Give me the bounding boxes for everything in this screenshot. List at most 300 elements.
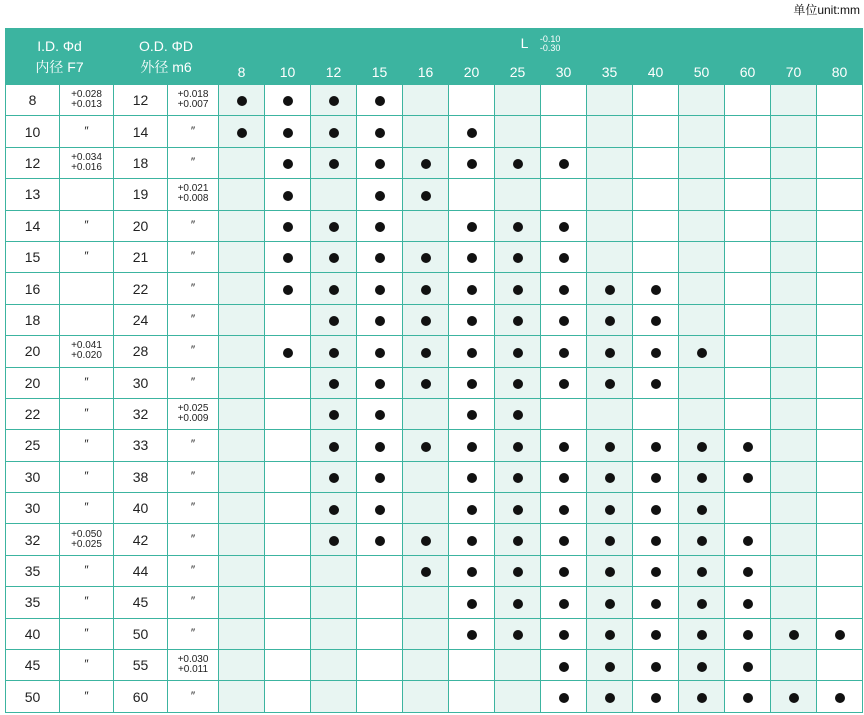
availability-cell bbox=[265, 241, 311, 272]
availability-cell bbox=[633, 304, 679, 335]
available-dot-icon bbox=[283, 128, 293, 138]
availability-cell bbox=[679, 398, 725, 429]
available-dot-icon bbox=[283, 253, 293, 263]
availability-cell bbox=[679, 650, 725, 681]
availability-cell bbox=[403, 430, 449, 461]
availability-cell bbox=[357, 241, 403, 272]
outer-diameter: 32 bbox=[114, 398, 168, 429]
availability-cell bbox=[771, 116, 817, 147]
available-dot-icon bbox=[283, 159, 293, 169]
availability-cell bbox=[403, 493, 449, 524]
availability-cell bbox=[633, 681, 679, 712]
table-row bbox=[6, 273, 863, 304]
availability-cell bbox=[771, 555, 817, 586]
availability-cell bbox=[403, 398, 449, 429]
id-header bbox=[6, 29, 114, 85]
outer-diameter: 18 bbox=[114, 147, 168, 178]
outer-diameter-tolerance bbox=[168, 681, 219, 712]
availability-cell bbox=[633, 555, 679, 586]
available-dot-icon bbox=[467, 567, 477, 577]
availability-cell bbox=[219, 367, 265, 398]
available-dot-icon bbox=[375, 316, 385, 326]
availability-cell bbox=[265, 493, 311, 524]
inner-diameter-tolerance bbox=[60, 398, 114, 429]
length-header-label: L bbox=[520, 34, 528, 51]
available-dot-icon bbox=[697, 348, 707, 358]
inner-diameter-tolerance bbox=[60, 524, 114, 555]
inner-diameter-tolerance-value: +0.020 bbox=[71, 350, 102, 362]
availability-cell bbox=[449, 273, 495, 304]
availability-cell bbox=[771, 587, 817, 618]
availability-cell bbox=[357, 85, 403, 116]
available-dot-icon bbox=[375, 191, 385, 201]
inner-diameter-tolerance-value: ″ bbox=[84, 437, 89, 452]
availability-cell bbox=[265, 210, 311, 241]
availability-cell bbox=[495, 493, 541, 524]
available-dot-icon bbox=[329, 285, 339, 295]
inner-diameter-tolerance-value: ″ bbox=[84, 563, 89, 578]
available-dot-icon bbox=[467, 222, 477, 232]
available-dot-icon bbox=[559, 253, 569, 263]
availability-cell bbox=[679, 367, 725, 398]
availability-cell bbox=[679, 304, 725, 335]
availability-cell bbox=[403, 85, 449, 116]
inner-diameter-tolerance-value: ″ bbox=[84, 594, 89, 609]
availability-cell bbox=[495, 555, 541, 586]
availability-cell bbox=[541, 367, 587, 398]
availability-cell bbox=[449, 179, 495, 210]
outer-diameter-tolerance-value: +0.011 bbox=[177, 664, 209, 676]
availability-cell bbox=[311, 430, 357, 461]
availability-cell bbox=[357, 461, 403, 492]
availability-cell bbox=[357, 179, 403, 210]
id-header-en: I.D. Φd bbox=[37, 37, 82, 54]
table-row bbox=[6, 555, 863, 586]
available-dot-icon bbox=[605, 473, 615, 483]
availability-cell bbox=[633, 241, 679, 272]
availability-cell bbox=[357, 304, 403, 335]
available-dot-icon bbox=[467, 316, 477, 326]
available-dot-icon bbox=[605, 599, 615, 609]
availability-cell bbox=[817, 85, 863, 116]
availability-cell bbox=[633, 367, 679, 398]
availability-cell bbox=[403, 210, 449, 241]
outer-diameter: 40 bbox=[114, 493, 168, 524]
availability-cell bbox=[449, 587, 495, 618]
outer-diameter-tolerance-value: ″ bbox=[190, 468, 196, 483]
availability-cell bbox=[771, 524, 817, 555]
outer-diameter-tolerance bbox=[168, 367, 219, 398]
availability-cell bbox=[495, 398, 541, 429]
inner-diameter-tolerance bbox=[60, 681, 114, 712]
available-dot-icon bbox=[467, 253, 477, 263]
availability-cell bbox=[449, 461, 495, 492]
availability-cell bbox=[817, 555, 863, 586]
availability-cell bbox=[357, 273, 403, 304]
available-dot-icon bbox=[605, 379, 615, 389]
table-row bbox=[6, 179, 863, 210]
available-dot-icon bbox=[513, 253, 523, 263]
availability-cell bbox=[679, 524, 725, 555]
availability-cell bbox=[495, 461, 541, 492]
availability-cell bbox=[495, 618, 541, 649]
table-row bbox=[6, 147, 863, 178]
availability-cell bbox=[725, 147, 771, 178]
availability-cell bbox=[771, 618, 817, 649]
available-dot-icon bbox=[329, 410, 339, 420]
availability-cell bbox=[449, 210, 495, 241]
available-dot-icon bbox=[559, 348, 569, 358]
availability-cell bbox=[725, 179, 771, 210]
availability-cell bbox=[311, 461, 357, 492]
availability-cell bbox=[449, 618, 495, 649]
availability-cell bbox=[679, 241, 725, 272]
availability-cell bbox=[311, 681, 357, 712]
outer-diameter: 60 bbox=[114, 681, 168, 712]
availability-cell bbox=[357, 681, 403, 712]
availability-cell bbox=[587, 210, 633, 241]
inner-diameter: 45 bbox=[6, 650, 60, 681]
available-dot-icon bbox=[375, 253, 385, 263]
availability-cell bbox=[541, 85, 587, 116]
availability-cell bbox=[403, 116, 449, 147]
od-header bbox=[114, 29, 219, 85]
availability-cell bbox=[771, 493, 817, 524]
availability-cell bbox=[495, 116, 541, 147]
inner-diameter: 18 bbox=[6, 304, 60, 335]
available-dot-icon bbox=[559, 285, 569, 295]
availability-cell bbox=[495, 273, 541, 304]
inner-diameter: 13 bbox=[6, 179, 60, 210]
available-dot-icon bbox=[697, 473, 707, 483]
outer-diameter-tolerance bbox=[168, 493, 219, 524]
available-dot-icon bbox=[283, 191, 293, 201]
inner-diameter: 14 bbox=[6, 210, 60, 241]
availability-cell bbox=[725, 273, 771, 304]
table-row bbox=[6, 241, 863, 272]
availability-cell bbox=[495, 524, 541, 555]
availability-cell bbox=[449, 430, 495, 461]
availability-cell bbox=[495, 336, 541, 367]
table-row bbox=[6, 398, 863, 429]
available-dot-icon bbox=[559, 505, 569, 515]
inner-diameter-tolerance bbox=[60, 430, 114, 461]
availability-cell bbox=[771, 430, 817, 461]
length-tol-upper: -0.10 bbox=[539, 34, 561, 45]
inner-diameter: 50 bbox=[6, 681, 60, 712]
availability-cell bbox=[265, 524, 311, 555]
outer-diameter-tolerance bbox=[168, 461, 219, 492]
availability-cell bbox=[265, 116, 311, 147]
availability-cell bbox=[449, 650, 495, 681]
inner-diameter-tolerance bbox=[60, 179, 114, 210]
availability-cell bbox=[679, 555, 725, 586]
available-dot-icon bbox=[329, 128, 339, 138]
availability-cell bbox=[403, 304, 449, 335]
availability-cell bbox=[219, 179, 265, 210]
availability-cell bbox=[817, 210, 863, 241]
table-body bbox=[6, 85, 863, 713]
available-dot-icon bbox=[651, 662, 661, 672]
availability-cell bbox=[311, 398, 357, 429]
available-dot-icon bbox=[651, 348, 661, 358]
length-col-header: 25 bbox=[495, 60, 541, 85]
availability-cell bbox=[679, 273, 725, 304]
outer-diameter-tolerance-value: +0.030 bbox=[177, 654, 209, 666]
availability-cell bbox=[587, 398, 633, 429]
available-dot-icon bbox=[651, 473, 661, 483]
available-dot-icon bbox=[789, 693, 799, 703]
availability-cell bbox=[265, 430, 311, 461]
outer-diameter-tolerance-value: ″ bbox=[190, 311, 196, 326]
availability-cell bbox=[541, 650, 587, 681]
od-header-cn: 外径 m6 bbox=[140, 58, 192, 75]
availability-cell bbox=[403, 555, 449, 586]
availability-cell bbox=[587, 650, 633, 681]
available-dot-icon bbox=[467, 473, 477, 483]
outer-diameter: 24 bbox=[114, 304, 168, 335]
available-dot-icon bbox=[467, 379, 477, 389]
availability-cell bbox=[311, 618, 357, 649]
availability-cell bbox=[449, 241, 495, 272]
availability-cell bbox=[265, 304, 311, 335]
available-dot-icon bbox=[329, 379, 339, 389]
availability-cell bbox=[219, 210, 265, 241]
availability-cell bbox=[633, 618, 679, 649]
availability-cell bbox=[633, 524, 679, 555]
available-dot-icon bbox=[375, 410, 385, 420]
available-dot-icon bbox=[559, 473, 569, 483]
inner-diameter-tolerance-value: +0.041 bbox=[71, 340, 102, 352]
length-col-header: 20 bbox=[449, 60, 495, 85]
availability-cell bbox=[449, 304, 495, 335]
availability-cell bbox=[311, 650, 357, 681]
availability-cell bbox=[265, 681, 311, 712]
outer-diameter-tolerance bbox=[168, 524, 219, 555]
inner-diameter: 35 bbox=[6, 555, 60, 586]
outer-diameter: 14 bbox=[114, 116, 168, 147]
available-dot-icon bbox=[605, 442, 615, 452]
inner-diameter-tolerance bbox=[60, 461, 114, 492]
inner-diameter: 20 bbox=[6, 367, 60, 398]
availability-cell bbox=[587, 555, 633, 586]
available-dot-icon bbox=[835, 630, 845, 640]
outer-diameter-tolerance-value: +0.018 bbox=[177, 89, 209, 101]
length-col-header: 16 bbox=[403, 60, 449, 85]
outer-diameter-tolerance-value: ″ bbox=[190, 374, 196, 389]
available-dot-icon bbox=[329, 473, 339, 483]
availability-cell bbox=[587, 179, 633, 210]
available-dot-icon bbox=[375, 379, 385, 389]
availability-cell bbox=[311, 179, 357, 210]
length-col-header: 30 bbox=[541, 60, 587, 85]
available-dot-icon bbox=[559, 222, 569, 232]
availability-cell bbox=[771, 304, 817, 335]
availability-cell bbox=[357, 116, 403, 147]
outer-diameter-tolerance bbox=[168, 336, 219, 367]
table-row bbox=[6, 430, 863, 461]
available-dot-icon bbox=[375, 96, 385, 106]
available-dot-icon bbox=[697, 442, 707, 452]
availability-cell bbox=[265, 179, 311, 210]
inner-diameter: 20 bbox=[6, 336, 60, 367]
availability-cell bbox=[725, 241, 771, 272]
availability-cell bbox=[357, 493, 403, 524]
available-dot-icon bbox=[743, 662, 753, 672]
table-row bbox=[6, 461, 863, 492]
inner-diameter: 12 bbox=[6, 147, 60, 178]
outer-diameter-tolerance-value: +0.007 bbox=[177, 99, 209, 111]
availability-cell bbox=[265, 587, 311, 618]
availability-cell bbox=[679, 179, 725, 210]
outer-diameter-tolerance-value: ″ bbox=[190, 343, 196, 358]
availability-cell bbox=[817, 336, 863, 367]
availability-cell bbox=[265, 367, 311, 398]
size-availability-table bbox=[5, 28, 863, 713]
availability-cell bbox=[541, 461, 587, 492]
outer-diameter: 20 bbox=[114, 210, 168, 241]
available-dot-icon bbox=[605, 630, 615, 640]
inner-diameter-tolerance-value: +0.013 bbox=[71, 99, 102, 111]
availability-cell bbox=[633, 147, 679, 178]
outer-diameter-tolerance-value: ″ bbox=[190, 280, 196, 295]
availability-cell bbox=[495, 587, 541, 618]
available-dot-icon bbox=[513, 599, 523, 609]
availability-cell bbox=[311, 210, 357, 241]
available-dot-icon bbox=[559, 159, 569, 169]
availability-cell bbox=[265, 555, 311, 586]
inner-diameter-tolerance-value: ″ bbox=[84, 374, 89, 389]
availability-cell bbox=[449, 85, 495, 116]
available-dot-icon bbox=[467, 630, 477, 640]
available-dot-icon bbox=[651, 505, 661, 515]
availability-cell bbox=[357, 430, 403, 461]
available-dot-icon bbox=[237, 96, 247, 106]
availability-cell bbox=[679, 493, 725, 524]
availability-cell bbox=[219, 650, 265, 681]
availability-cell bbox=[219, 430, 265, 461]
available-dot-icon bbox=[697, 536, 707, 546]
available-dot-icon bbox=[651, 442, 661, 452]
available-dot-icon bbox=[651, 567, 661, 577]
outer-diameter: 38 bbox=[114, 461, 168, 492]
available-dot-icon bbox=[559, 567, 569, 577]
availability-cell bbox=[679, 430, 725, 461]
availability-cell bbox=[587, 367, 633, 398]
inner-diameter-tolerance bbox=[60, 147, 114, 178]
available-dot-icon bbox=[743, 536, 753, 546]
outer-diameter-tolerance-value: ″ bbox=[190, 249, 196, 264]
availability-cell bbox=[311, 493, 357, 524]
available-dot-icon bbox=[283, 96, 293, 106]
outer-diameter-tolerance bbox=[168, 241, 219, 272]
availability-cell bbox=[449, 681, 495, 712]
outer-diameter-tolerance bbox=[168, 116, 219, 147]
availability-cell bbox=[771, 398, 817, 429]
available-dot-icon bbox=[697, 693, 707, 703]
table-row bbox=[6, 116, 863, 147]
available-dot-icon bbox=[283, 285, 293, 295]
available-dot-icon bbox=[697, 662, 707, 672]
availability-cell bbox=[817, 116, 863, 147]
outer-diameter-tolerance bbox=[168, 555, 219, 586]
availability-cell bbox=[633, 493, 679, 524]
availability-cell bbox=[495, 430, 541, 461]
available-dot-icon bbox=[375, 222, 385, 232]
available-dot-icon bbox=[651, 379, 661, 389]
outer-diameter-tolerance-value: ″ bbox=[190, 563, 196, 578]
availability-cell bbox=[587, 85, 633, 116]
available-dot-icon bbox=[651, 316, 661, 326]
outer-diameter-tolerance-value: ″ bbox=[190, 154, 196, 169]
outer-diameter-tolerance bbox=[168, 147, 219, 178]
availability-cell bbox=[679, 618, 725, 649]
inner-diameter-tolerance bbox=[60, 618, 114, 649]
availability-cell bbox=[633, 179, 679, 210]
availability-cell bbox=[357, 524, 403, 555]
inner-diameter: 40 bbox=[6, 618, 60, 649]
availability-cell bbox=[311, 147, 357, 178]
availability-cell bbox=[679, 116, 725, 147]
available-dot-icon bbox=[697, 505, 707, 515]
available-dot-icon bbox=[605, 348, 615, 358]
table-row bbox=[6, 85, 863, 116]
availability-cell bbox=[495, 304, 541, 335]
available-dot-icon bbox=[513, 567, 523, 577]
outer-diameter-tolerance-value: +0.009 bbox=[177, 413, 209, 425]
availability-cell bbox=[771, 210, 817, 241]
availability-cell bbox=[311, 116, 357, 147]
length-col-header: 50 bbox=[679, 60, 725, 85]
availability-cell bbox=[403, 618, 449, 649]
availability-cell bbox=[219, 524, 265, 555]
inner-diameter-tolerance-value: +0.034 bbox=[71, 151, 102, 163]
available-dot-icon bbox=[329, 222, 339, 232]
table-row bbox=[6, 587, 863, 618]
outer-diameter-tolerance-value: ″ bbox=[190, 625, 196, 640]
id-header-cn: 内径 F7 bbox=[35, 58, 84, 75]
availability-cell bbox=[219, 85, 265, 116]
availability-cell bbox=[541, 147, 587, 178]
available-dot-icon bbox=[467, 442, 477, 452]
availability-cell bbox=[495, 650, 541, 681]
table-row bbox=[6, 618, 863, 649]
availability-cell bbox=[311, 85, 357, 116]
availability-cell bbox=[679, 210, 725, 241]
available-dot-icon bbox=[513, 630, 523, 640]
inner-diameter-tolerance bbox=[60, 493, 114, 524]
availability-cell bbox=[725, 367, 771, 398]
availability-cell bbox=[311, 555, 357, 586]
outer-diameter: 42 bbox=[114, 524, 168, 555]
length-col-header: 35 bbox=[587, 60, 633, 85]
available-dot-icon bbox=[421, 159, 431, 169]
length-col-header: 70 bbox=[771, 60, 817, 85]
availability-cell bbox=[495, 241, 541, 272]
available-dot-icon bbox=[375, 505, 385, 515]
availability-cell bbox=[817, 681, 863, 712]
length-col-header: 15 bbox=[357, 60, 403, 85]
outer-diameter-tolerance-value: +0.008 bbox=[177, 193, 209, 205]
availability-cell bbox=[817, 241, 863, 272]
length-col-header: 8 bbox=[219, 60, 265, 85]
available-dot-icon bbox=[283, 222, 293, 232]
length-col-header: 12 bbox=[311, 60, 357, 85]
outer-diameter-tolerance-value: ″ bbox=[190, 437, 196, 452]
availability-cell bbox=[541, 430, 587, 461]
availability-cell bbox=[219, 273, 265, 304]
availability-cell bbox=[679, 85, 725, 116]
